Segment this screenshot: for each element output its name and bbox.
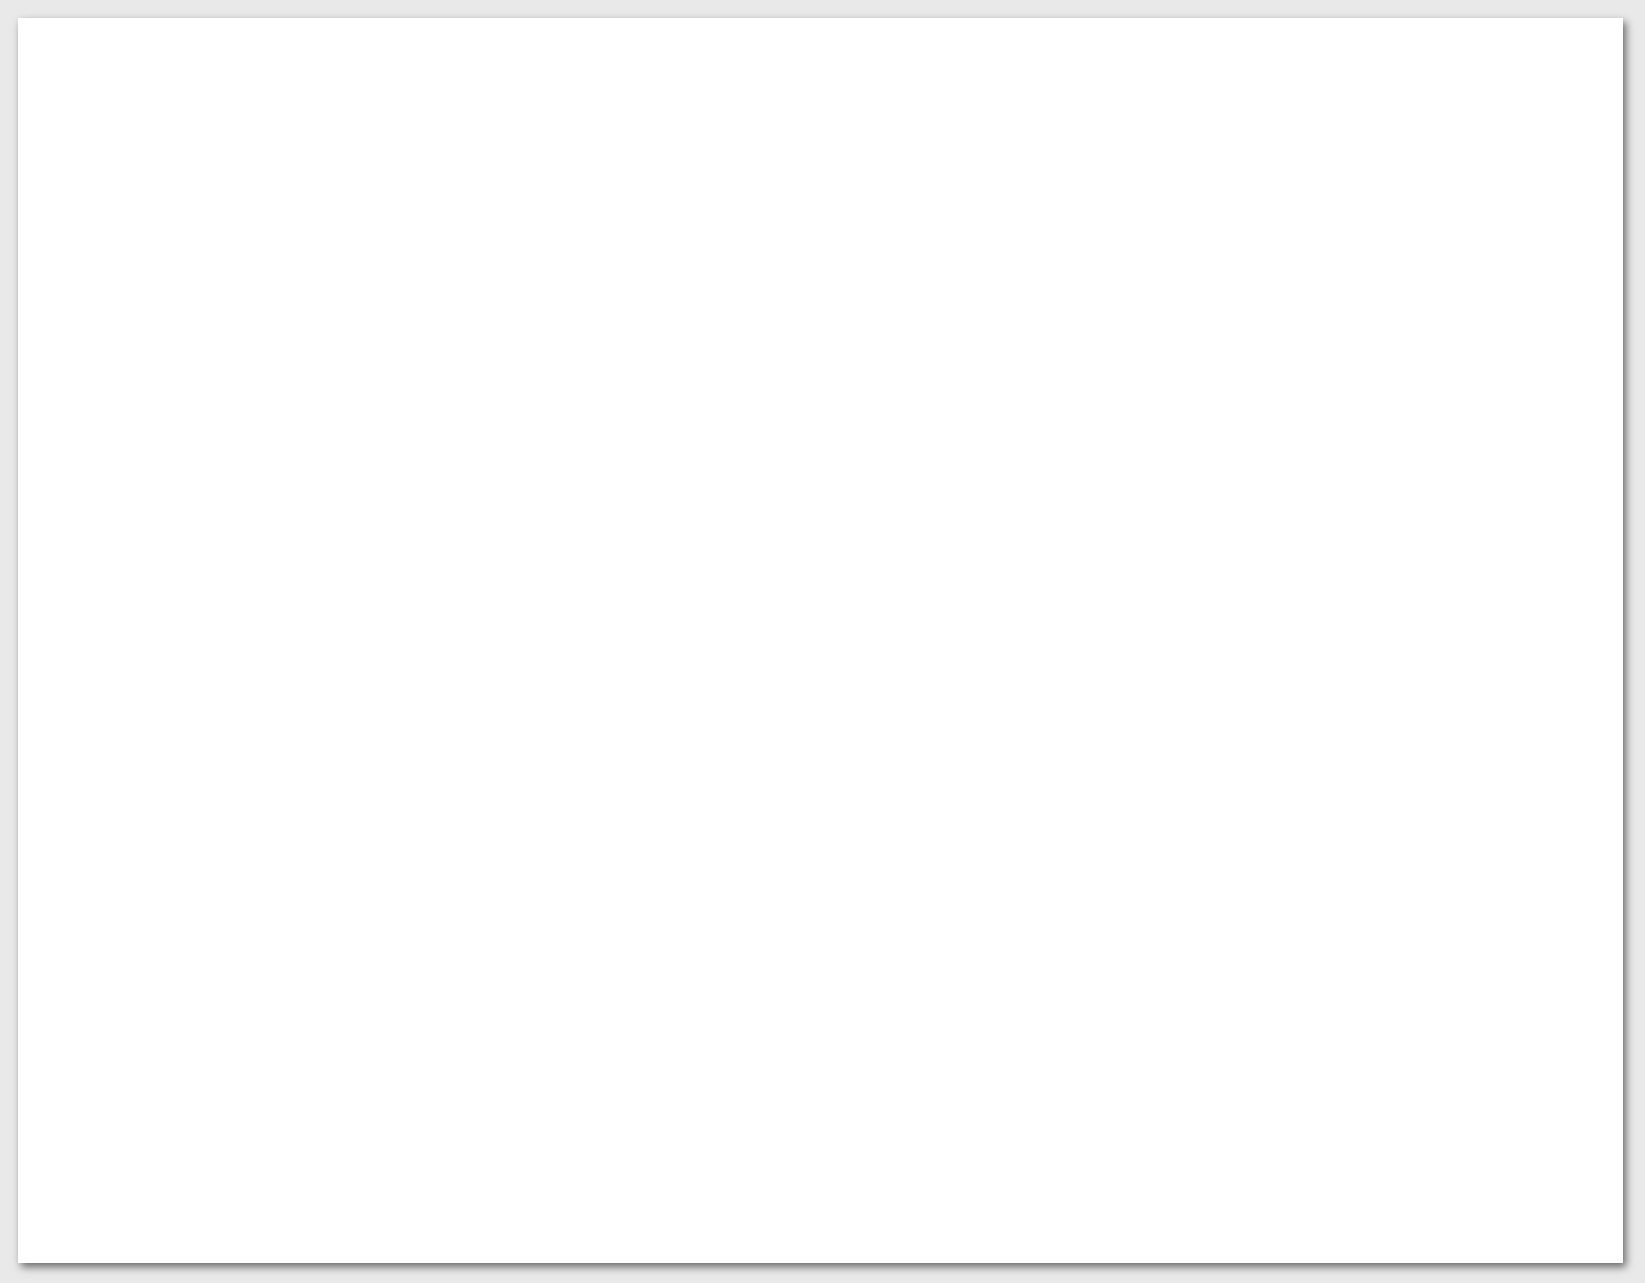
character-sheet-spread <box>18 18 1623 1263</box>
